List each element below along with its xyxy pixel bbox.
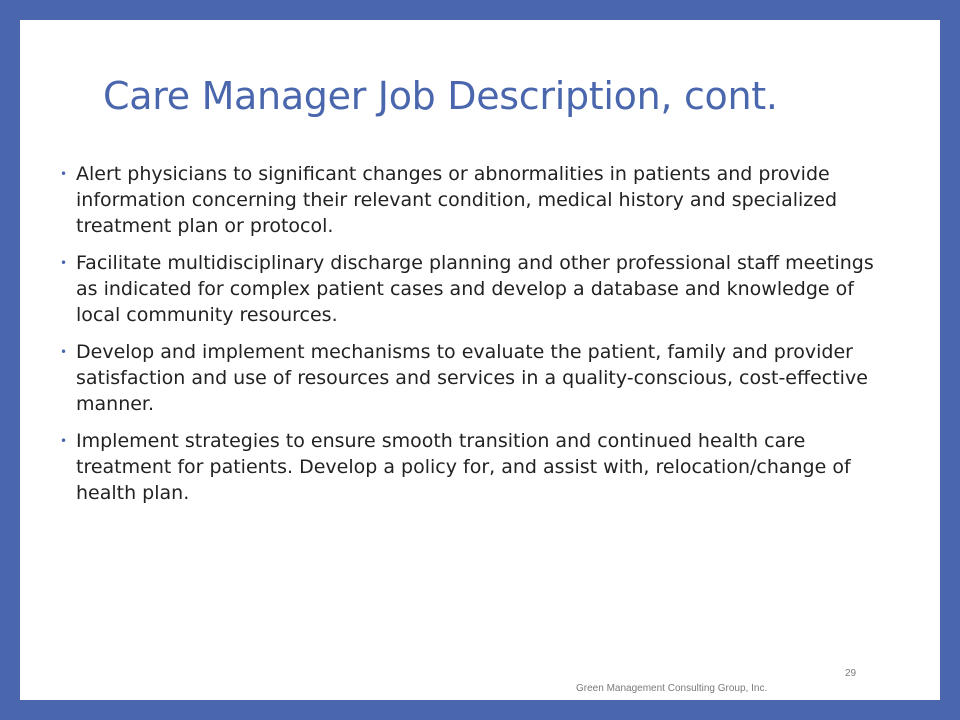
bullet-item [60,161,900,239]
bullet-text: Develop and implement mechanisms to evaluate the patient, family and provider satisfaction and use of resources and services in a quality-conscious, cost-effective manner. [76,341,868,415]
bullet-text: Implement strategies to ensure smooth transition and continued health care treatment for patients. Develop a policy for, and assist with, relocation/change of health plan. [76,430,851,504]
bullet-marker: • [60,167,68,181]
bullet-item [60,339,900,417]
bullet-marker: • [60,256,68,270]
bullet-text: Facilitate multidisciplinary discharge planning and other professional staff meetings as indicated for complex patient cases and develop a database and knowledge of local community resources. [76,252,874,326]
bullet-marker: • [60,434,68,448]
slide-footer: Green Management Consulting Group, Inc. [576,683,768,694]
slide-canvas [20,20,940,700]
bullet-text: Alert physicians to significant changes or abnormalities in patients and provide information concerning their relevant condition, medical history and specialized treatment plan or protocol. [76,163,838,237]
bullet-marker: • [60,345,68,359]
bullet-item [60,250,900,328]
slide-page-number: 29 [845,668,857,679]
bullet-item [60,428,900,506]
bullet-list [60,161,900,517]
slide-title: Care Manager Job Description, cont. [103,74,778,118]
